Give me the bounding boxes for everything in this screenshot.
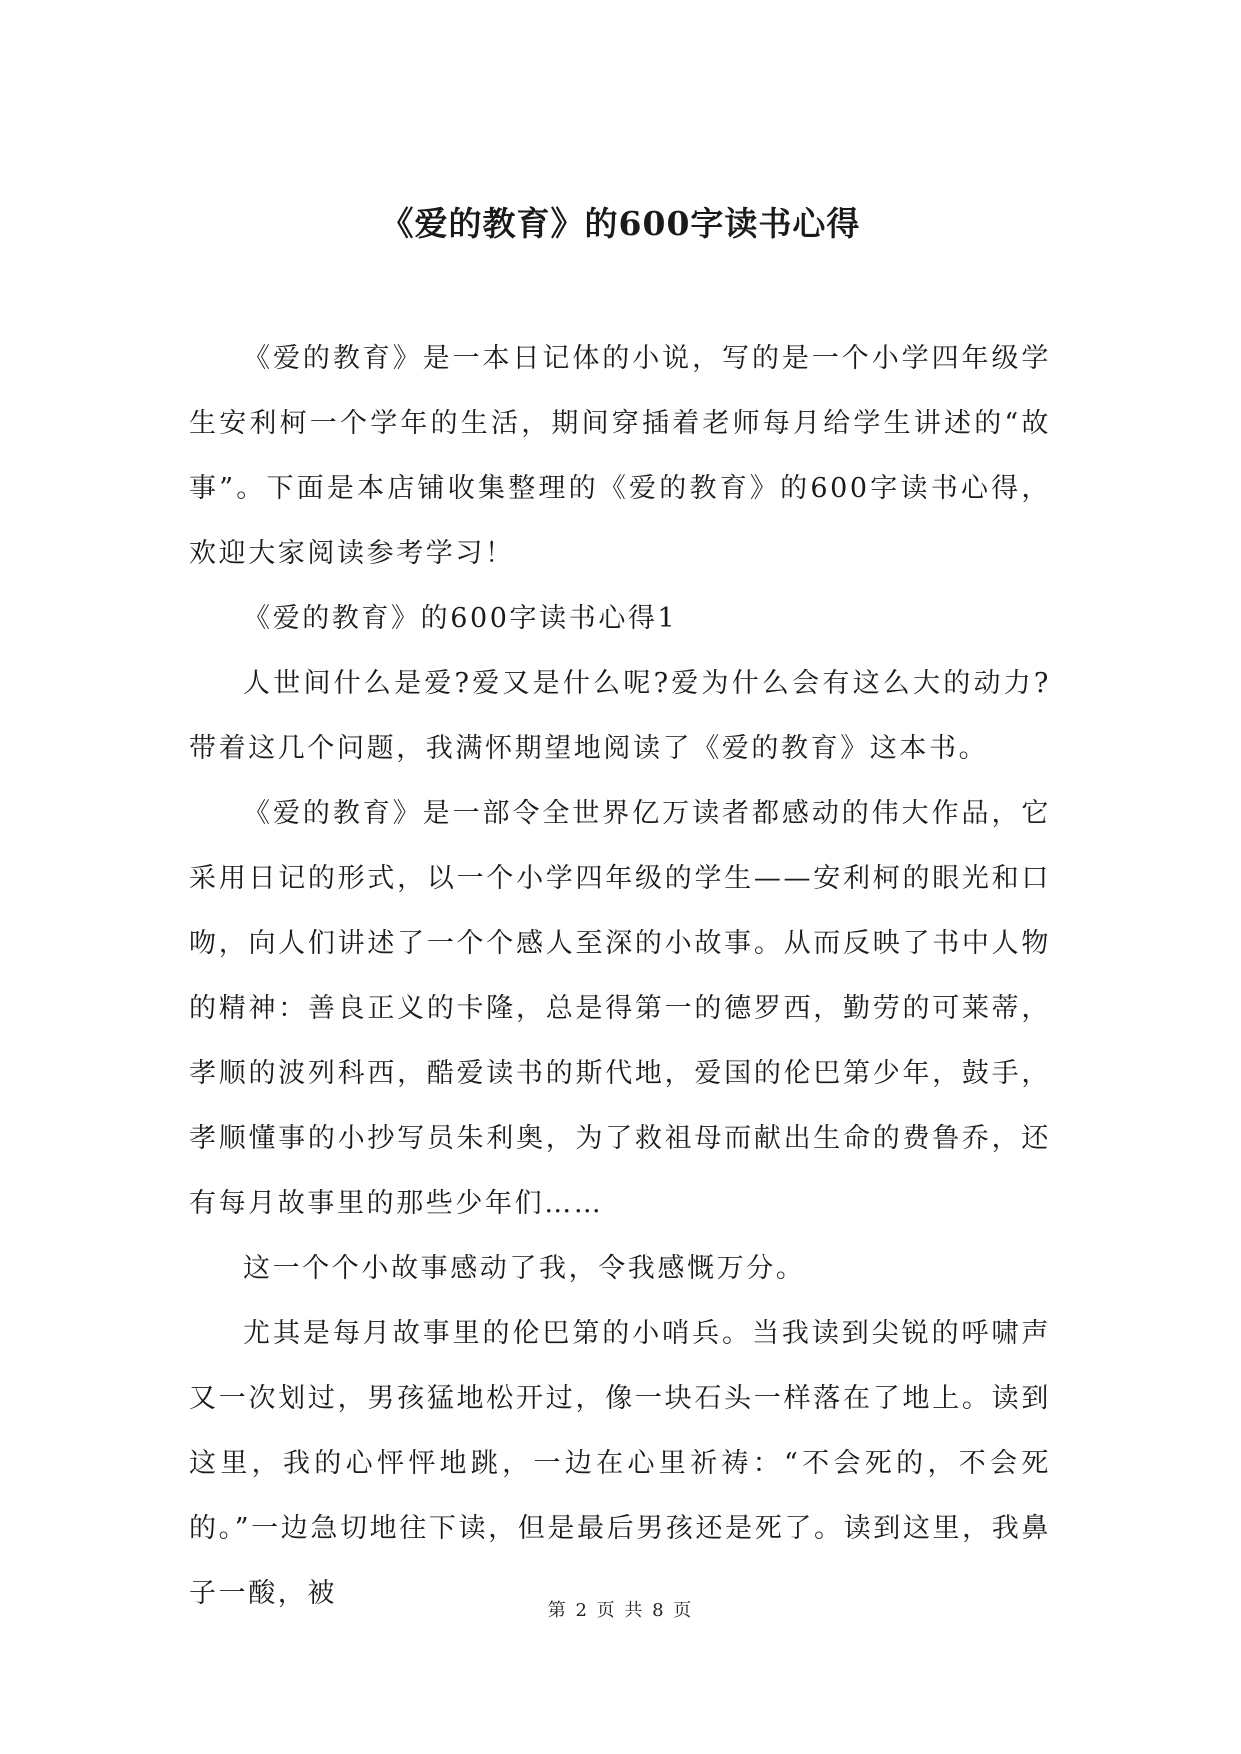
page-number-footer: 第 2 页 共 8 页 <box>547 1600 694 1621</box>
paragraph-summary: 《爱的教育》是一部令全世界亿万读者都感动的伟大作品，它采用日记的形式，以一个小学四年级的学生——安利柯的眼光和口吻，向人们讲述了一个个感人至深的小故事。从而反映了书中人物的精神：善良正义的卡隆，总是得第一的德罗西，勤劳的可莱蒂，孝顺的波列科西，酷爱读书的斯代地，爱国的伦巴第少年，鼓手，孝顺懂事的小抄写员朱利奥，为了救祖母而献出生命的费鲁乔，还有每月故事里的那些少年们…… <box>189 798 1051 1219</box>
paragraph-questions: 人世间什么是爱?爱又是什么呢?爱为什么会有这么大的动力?带着这几个问题，我满怀期望地阅读了《爱的教育》这本书。 <box>189 668 1051 764</box>
paragraph-sentinel-story: 尤其是每月故事里的伦巴第的小哨兵。当我读到尖锐的呼啸声又一次划过，男孩猛地松开过，像一块石头一样落在了地上。读到这里，我的心怦怦地跳，一边在心里祈祷：“不会死的，不会死的。”一边急切地往下读，但是最后男孩还是死了。读到这里，我鼻子一酸，被 <box>189 1318 1051 1609</box>
paragraph-reflection: 这一个个小故事感动了我，令我感慨万分。 <box>243 1253 806 1284</box>
paragraph-intro: 《爱的教育》是一本日记体的小说，写的是一个小学四年级学生安利柯一个学年的生活，期间穿插着老师每月给学生讲述的“故事”。下面是本店铺收集整理的《爱的教育》的600字读书心得，欢迎大家阅读参考学习！ <box>189 343 1051 569</box>
document-title: 《爱的教育》的600字读书心得 <box>380 204 861 243</box>
document-body <box>189 326 1051 1626</box>
paragraph-subheading: 《爱的教育》的600字读书心得1 <box>243 603 678 634</box>
